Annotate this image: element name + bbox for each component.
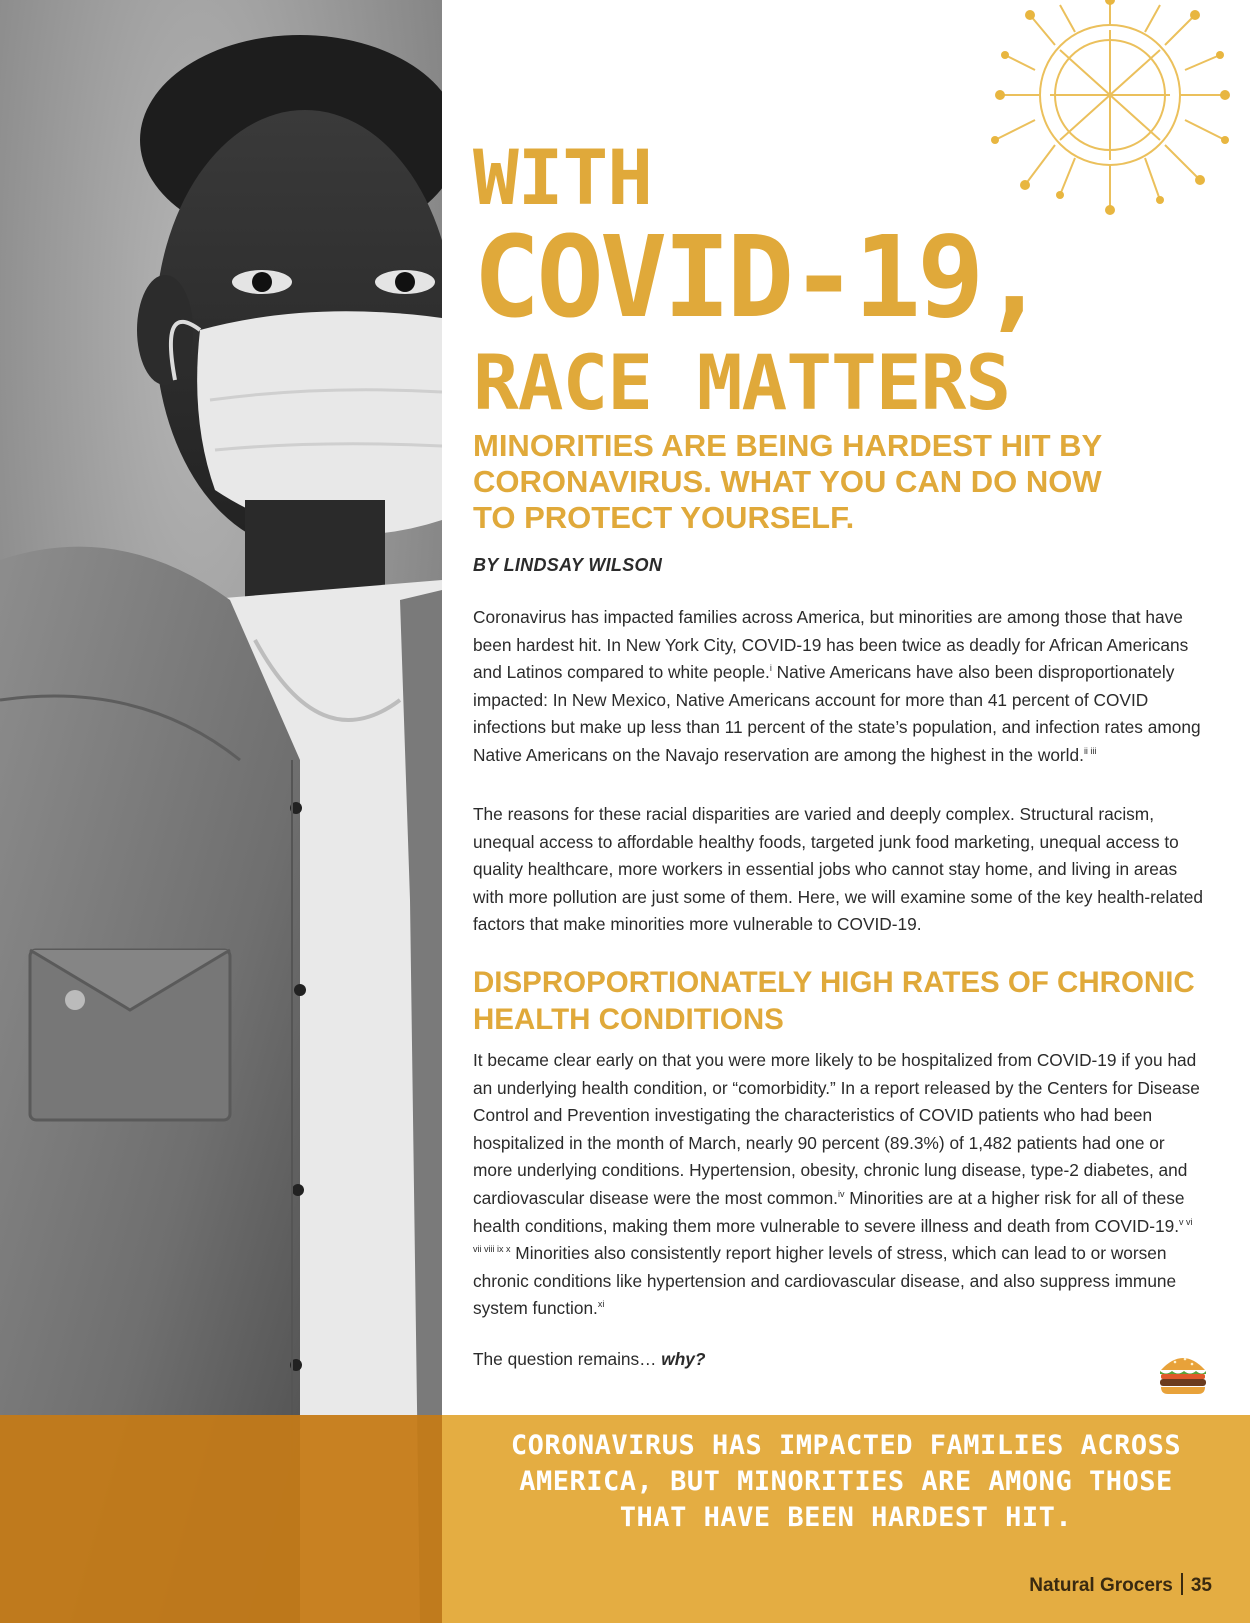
section-heading: DISPROPORTIONATELY HIGH RATES OF CHRONIC HEALTH CONDITIONS — [473, 966, 1195, 1036]
pull-quote-line-1: CORONAVIRUS HAS IMPACTED FAMILIES ACROSS — [510, 1430, 1182, 1461]
paragraph-3 — [473, 1047, 1203, 1323]
headline-line-2: COVID-19, — [473, 213, 1044, 343]
footnote-ref: v vi vii viii ix x — [473, 1216, 1193, 1255]
paragraph-1-text-b: Native Americans have also been disproportionately impacted: In New Mexico, Native Americans account for more than 41 percent of COVID infections but make up less than 11 percent of the state’s population, and infection rates among Native Americans on the Navajo reservation are among the highest in the world. — [473, 662, 1201, 765]
paragraph-1 — [473, 604, 1203, 770]
footnote-ref: xi — [597, 1299, 605, 1310]
masked-man-photo — [0, 0, 442, 1623]
cover-photo — [0, 0, 442, 1623]
paragraph-1-text-a: Coronavirus has impacted families across America, but minorities are among those that have been hardest hit. In New York City, COVID-19 has been twice as deadly for African Americans and Latinos compared to white people. — [473, 607, 1189, 683]
footnote-ref: iv — [837, 1189, 845, 1200]
paragraph-4-text: The question remains… — [473, 1349, 662, 1369]
headline-line-3: RACE MATTERS — [473, 338, 1011, 427]
paragraph-3-text-b: Minorities are at a higher risk for all of these health conditions, making them more vulnerable to severe illness and death from COVID-19. — [473, 1187, 1185, 1236]
page-number: 35 — [1190, 1575, 1212, 1596]
paragraph-4-emphasis: why? — [661, 1349, 706, 1369]
pull-quote — [442, 1428, 1250, 1536]
paragraph-4 — [473, 1346, 1203, 1374]
paragraph-3-text-c: Minorities also consistently report higher levels of stress, which can lead to or worsen chronic conditions like hypertension and cardiovascular disease, and also suppress immune system function. — [473, 1243, 1177, 1319]
footnote-ref: i — [769, 663, 772, 674]
subtitle: MINORITIES ARE BEING HARDEST HIT BY CORONAVIRUS. WHAT YOU CAN DO NOW TO PROTECT YOURSELF. — [473, 428, 1102, 535]
byline: BY LINDSAY WILSON — [473, 555, 663, 575]
footer-divider — [1181, 1573, 1183, 1595]
pull-quote-line-3: THAT HAVE BEEN HARDEST HIT. — [619, 1502, 1073, 1533]
paragraph-2: The reasons for these racial disparities are varied and deeply complex. Structural racism, unequal access to affordable healthy foods, targeted junk food marketing, unequal access to quality healthcare, more workers in essential jobs who cannot stay home, and living in areas with more pollution are just some of them. Here, we will examine some of the key health-related factors that make minorities more vulnerable to COVID-19. — [473, 804, 1203, 935]
footnote-ref: ii iii — [1083, 746, 1097, 757]
publication-name: Natural Grocers — [1029, 1575, 1173, 1596]
burger-icon — [1158, 1350, 1208, 1396]
paragraph-3-text-a: It became clear early on that you were more likely to be hospitalized from COVID-19 if you had an underlying health condition, or “comorbidity.” In a report released by the Centers for Disease Control and Prevention investigating the characteristics of COVID patients who had been hospitalized in the month of March, nearly 90 percent (89.3%) of 1,482 patients had one or more underlying conditions. Hypertension, obesity, chronic lung disease, type-2 diabetes, and cardiovascular disease were the most common. — [473, 1050, 1200, 1208]
headline-line-1: WITH — [473, 133, 653, 222]
pull-quote-line-2: AMERICA, BUT MINORITIES ARE AMONG THOSE — [519, 1466, 1173, 1497]
photo-tint — [0, 1415, 442, 1623]
page-footer — [1029, 1573, 1212, 1597]
